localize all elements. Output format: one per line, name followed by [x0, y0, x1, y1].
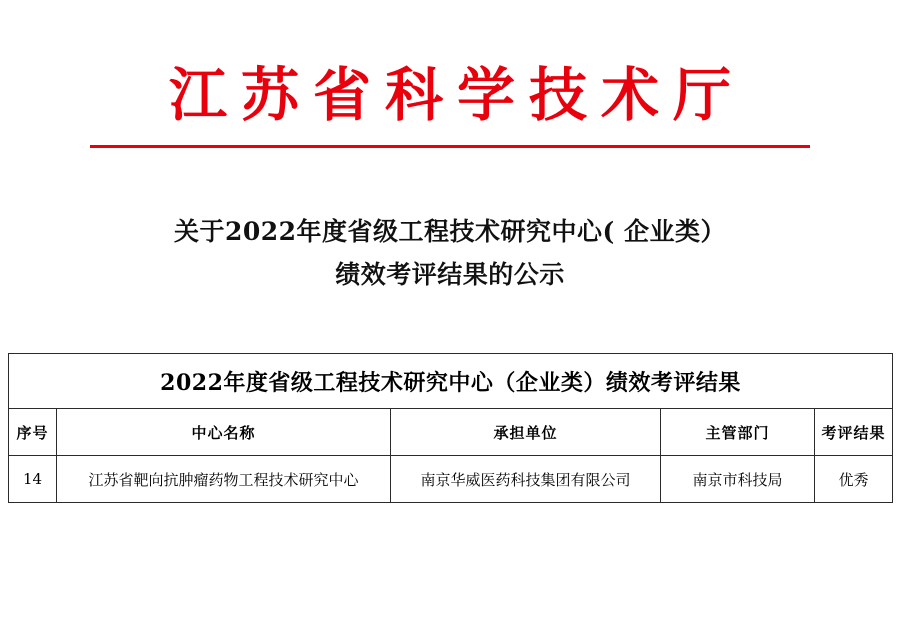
column-header-result: 考评结果 — [815, 409, 893, 456]
agency-title: 江苏省科学技术厅 — [168, 61, 745, 129]
column-header-dept: 主管部门 — [661, 409, 815, 456]
table-caption: 2022年度省级工程技术研究中心（企业类）绩效考评结果 — [9, 354, 893, 409]
column-header-no: 序号 — [9, 409, 57, 456]
page-title — [0, 210, 900, 298]
table-row — [9, 456, 893, 503]
column-header-unit: 承担单位 — [391, 409, 661, 456]
cell-result: 优秀 — [815, 456, 893, 503]
page-title-line-1: 关于2022年度省级工程技术研究中心( 企业类） — [173, 216, 727, 246]
results-table — [8, 353, 893, 503]
results-table-container — [0, 353, 900, 503]
masthead-divider — [90, 145, 810, 148]
cell-center: 江苏省靶向抗肿瘤药物工程技术研究中心 — [57, 456, 391, 503]
masthead — [0, 0, 900, 148]
page-title-line-2: 绩效考评结果的公示 — [335, 260, 565, 290]
cell-dept: 南京市科技局 — [661, 456, 815, 503]
table-caption-row — [9, 354, 893, 409]
column-header-center: 中心名称 — [57, 409, 391, 456]
cell-no: 14 — [9, 456, 57, 503]
cell-unit: 南京华威医药科技集团有限公司 — [391, 456, 661, 503]
table-header-row — [9, 409, 893, 456]
